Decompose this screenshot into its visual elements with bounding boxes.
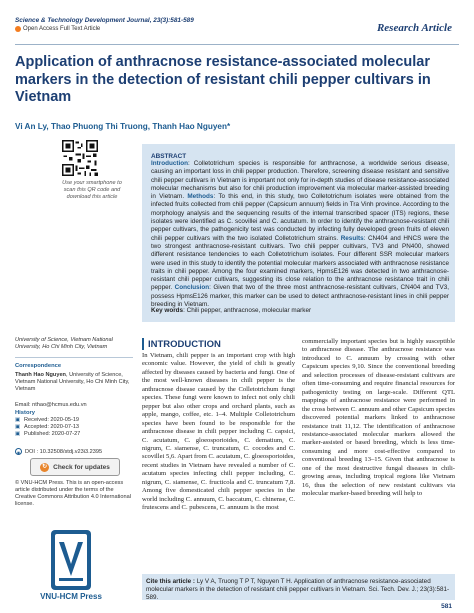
history-heading: History (15, 410, 35, 416)
introduction-label: Introduction (151, 160, 188, 167)
correspondence-heading: Correspondence (15, 363, 62, 369)
accepted-date: Accepted: 2020-07-13 (24, 424, 80, 430)
sidebar-divider (15, 357, 133, 358)
correspondence-details (15, 372, 133, 393)
vnu-hcm-press-logo (15, 528, 127, 598)
correspondence-affiliation: , University of Science, Vietnam National University, Ho Chi Minh City, Vietnam (15, 372, 130, 392)
correspondence-name: Thanh Hao Nguyen (15, 372, 66, 378)
keywords-text: Chili pepper, anthracnose, molecular marker (186, 307, 312, 314)
methods-label: Methods (187, 193, 214, 201)
received-date: Received: 2020-05-19 (24, 417, 80, 423)
header-divider (15, 44, 459, 45)
history-list (15, 417, 133, 438)
introduction-heading (142, 338, 221, 350)
calendar-icon: ▣ (15, 417, 21, 423)
article-title: Application of anthracnose resistance-associated molecular markers in the detection of resistant chili pepper cultivars in Vietnam (15, 54, 431, 105)
abstract-heading: ABSTRACT (151, 153, 187, 160)
license-text: © VNU-HCM Press. This is an open-access article distributed under the terms of the Creative Commons Attribution 4.0 International license. (15, 480, 131, 507)
check-for-updates-button[interactable] (30, 458, 120, 476)
history-item (15, 431, 133, 438)
citation (146, 578, 452, 602)
history-item (15, 424, 133, 431)
calendar-icon: ▣ (15, 424, 21, 430)
conclusion-label: Conclusion (174, 284, 210, 292)
page-number: 581 (441, 603, 452, 610)
check-for-updates-label: Check for updates (53, 463, 110, 471)
doi-row (15, 448, 102, 455)
history-item (15, 417, 133, 424)
open-access-label (15, 26, 100, 32)
introduction-column-1: In Vietnam, chili pepper is an important crop with high economic value. However, the yield of chili is greatly affected by diseases caused by bacteria and fungi. One of the most well-known diseases in chili pepper is the anthracnose disease caused by the Colletotrichum fungi species. These fungi were known to infect not only chili pepper but also other crops and orchard plants, such as apple, mango, coffee, etc. 1–4. Multiple Colletotrichum species have been found to be responsible for the anthracnose disease in chili pepper including C. capsici, C. acutatum, C. gloeosporioides, C. dematium, C. nigrum, C. siamense, C. truncatum, C. cocodes and C. scovillei 5,6. Apart from C. acutatum, C. gloeosporioides, recent studies in Vietnam have revealed a number of C. acutatum species infecting chili pepper including, C. nigrum, C. siamense, C. fructicola and C. truncatum 7,8. Among five domesticated chili pepper species in the world including C. annuum, C. baccatum, C. chinense, C. frutescens and C. pubescens, C. annuum is the most (142, 352, 295, 512)
abstract-introduction: Colletotrichum species is responsible for anthracnose, a worldwide serious disease, causing an important loss in chili pepper production. Therefore, screening disease resistant and sensitive chili pepper cultivars in Vietnam is important not only for in-depth studies of disease resistance-associated molecular mechanisms but also for chili production improvement via molecular marker-assisted breeding in Vietnam. (151, 160, 449, 201)
article-type: Research Article (376, 22, 452, 34)
citation-label: Cite this article : (146, 578, 195, 585)
refresh-icon: ↻ (42, 463, 48, 470)
abstract-methods: To this end, in this study, two Colletotrichum isolates were obtained from the infected fruits collected from chili pepper (Capsicum annuum) fields in Tra Vinh province. According to the morphology analysis and the sequencing results of the internal transcribed spacer (ITS) regions, these isolates were identified as C. scovillei and C. acutatum. In order to identify the anthracnose-resistant chili pepper cultivars, the pathogenicity test was conducted by infecting fully developed green fruits of eleven chili pepper cultivars with the two isolated Colletotrichum strains. (151, 193, 449, 242)
calendar-icon: ▣ (15, 431, 21, 437)
keywords: Key words: Chili pepper, anthracnose, molecular marker (151, 307, 312, 314)
press-name: VNU-HCM Press (40, 592, 102, 601)
abstract-body: Introduction: Colletotrichum species is responsible for anthracnose, a worldwide serious disease, causing an important loss in chili pepper production. Therefore, screening disease resistant and sensitive chili pepper cultivars in Vietnam is important not only for in-depth studies of disease resistance-associated molecular mechanisms but also for chili production improvement via molecular marker-assisted breeding in Vietnam. Methods: To this end, in this study, two Colletotrichum isolates were obtained from the infected fruits collected from chili pepper (Capsicum annuum) fields in Tra Vinh province. According to the morphology analysis and the sequencing results of the internal transcribed spacer (ITS) regions, these isolates were identified as C. scovillei and C. acutatum. In order to identify the anthracnose-resistant chili pepper cultivars, the pathogenicity test was conducted by infecting fully developed green fruits of eleven chili pepper cultivars with the two isolated Colletotrichum strains. Results: CN404 and HNCS were the two strongest anthracnose-resistant cultivars. Two chili pepper cultivars, TV3 and PN400, showed different resistance tendencies to each Colletotrichum isolates. Four different SSR molecular markers were used in this study to identify the potential molecular markers associated with anthracnose resistance traits in chili pepper. Among the four examined markers, HpmsE126 was detected in two anthracnose-resistant chili pepper cultivars, suggesting its close relation to the anthracnose resistance trait in chili pepper. Conclusion: Given that two of the three most anthracnose-resistant cultivars, CN404 and TV3, possess HpmsE126 marker, this marker can be used to detect anthracnose-resistant lines in chili pepper breeding in Vietnam. (151, 160, 450, 309)
qr-code[interactable] (62, 140, 98, 176)
journal-citation: Science & Technology Development Journal, 23(3):581-589 (15, 17, 194, 24)
abstract-results: CN404 and HNCS were the two strongest anthracnose-resistant cultivars. Two chili pepper cultivars, TV3 and PN400, showed different resistance tendencies to each Colletotrichum isolates. Four different SSR molecular markers were used in this study to identify the potential molecular markers associated with anthracnose resistance traits in chili pepper. Among the four examined markers, HpmsE126 was detected in two anthracnose-resistant chili pepper cultivars, suggesting its close relation to the anthracnose resistance trait in chili pepper. (151, 234, 449, 292)
correspondence-email[interactable]: Email: nthao@hcmus.edu.vn (15, 402, 87, 408)
heading-marker (142, 338, 144, 350)
qr-caption: Use your smartphone to scan this QR code and download this article (62, 180, 122, 200)
abstract-conclusion: Given that two of the three most anthracnose-resistant cultivars, CN404 and TV3, possess HpmsE126 marker, this marker can be used to detect anthracnose-resistant lines in chili pepper breeding in Vietnam. (151, 284, 450, 309)
open-access-text[interactable]: Open Access Full Text Article (23, 26, 101, 32)
introduction-title: INTRODUCTION (148, 338, 221, 350)
open-access-icon (15, 26, 21, 32)
published-date: Published: 2020-07-27 (24, 431, 81, 437)
doi-icon: ◉ (16, 450, 21, 455)
results-label: Results (340, 234, 364, 242)
affiliation: University of Science, Vietnam National University, Ho Chi Minh City, Vietnam (15, 337, 113, 350)
citation-text[interactable]: Ly V A, Truong T P T, Nguyen T H. Application of anthracnose resistance-associated molecular markers in the detection of resistant chili pepper cultivars in Vietnam. Sci. Tech. Dev. J.; 23(3):581-589. (146, 578, 450, 601)
author-list[interactable]: Vi An Ly, Thao Phuong Thi Truong, Thanh Hao Nguyen* (15, 122, 231, 131)
keywords-label: Key words (151, 307, 184, 314)
introduction-column-2: commercially important species but is highly susceptible to anthracnose disease. The anthracnose resistance was introduced to C. annuum by crossing with other Capsicum species 9,10. Since the conventional breeding and selection processes of disease-resistant cultivars are often time-consuming and require financial resources for pathogenicity testing on large-scale. Different QTL mappings of anthracnose resistance were performed in the cross between C. annuum and other Capsicum species discovered potential markers linked to anthracnose resistance trait 11,12. The identification of anthracnose resistance-associated molecular markers allowed the marker-assisted or based breeding, which is less time-consuming and more cost-effective compared to conventional breeding 13–15. Given that anthracnose is one of the most destructive fungal diseases in chili-growing areas, including tropical regions like Vietnam 16, thus the selection of new resistant cultivars via molecular marker-based breeding will help to (302, 338, 455, 498)
doi-link[interactable]: DOI : 10.32508/stdj.v23i3.2395 (25, 448, 103, 455)
